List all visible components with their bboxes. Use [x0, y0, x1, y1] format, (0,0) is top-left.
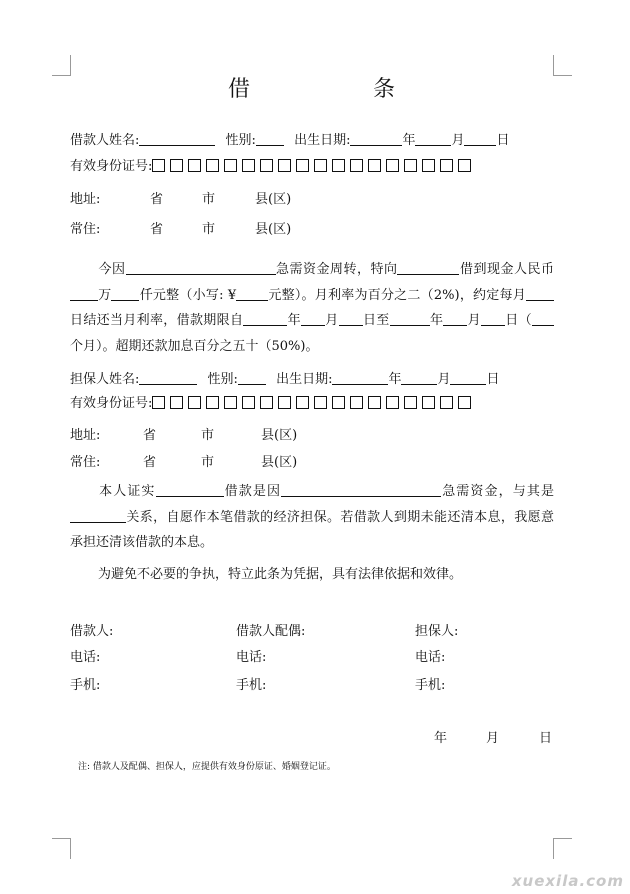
id-digit-box[interactable] [368, 396, 381, 409]
id-digit-box[interactable] [404, 159, 417, 172]
date-year: 年 [434, 731, 448, 746]
loan-text-rate: 元整）。月利率为百分之二（2%)，约定每月 [268, 287, 526, 303]
guarantor-birth-month: 月 [437, 372, 451, 387]
loan-text-cash: 借到现金人民币 [459, 262, 554, 277]
guarantor-address-row [70, 428, 298, 444]
borrower-address-county: 县(区) [255, 192, 292, 207]
guarantee-text-because: 借款是因 [223, 484, 282, 499]
borrower-name-label: 借款人姓名: [70, 133, 140, 148]
borrower-id-boxes[interactable] [152, 159, 476, 175]
id-digit-box[interactable] [152, 396, 165, 409]
borrower-residence-label: 常住: [70, 222, 101, 237]
guarantor-birth-day: 日 [486, 372, 500, 387]
id-digit-box[interactable] [260, 159, 273, 172]
date-day: 日 [539, 731, 553, 746]
borrower-residence-city: 市 [202, 222, 216, 237]
guarantor-address-city: 市 [201, 428, 215, 443]
borrower-birth-label: 出生日期: [294, 133, 351, 148]
loan-qian-blank[interactable] [111, 287, 139, 301]
id-digit-box[interactable] [368, 159, 381, 172]
guarantee-text-commitment: 关系，自愿作本笔借款的经济担保。若借款人到期未能还清本息，我愿意承担还清该借款的本息。 [70, 509, 554, 550]
guarantor-residence-county: 县(区) [261, 455, 298, 470]
id-digit-box[interactable] [188, 396, 201, 409]
date-month: 月 [486, 731, 500, 746]
sig-guarantor-label: 担保人: [415, 624, 459, 639]
loan-text-penalty: 个月）。超期还款加息百分之五十（50%)。 [70, 338, 319, 354]
id-digit-box[interactable] [206, 159, 219, 172]
borrower-address-city: 市 [202, 192, 216, 207]
sig-spouse-label: 借款人配偶: [236, 624, 306, 639]
guarantor-gender-blank[interactable] [238, 371, 266, 385]
borrower-mobile-label: 手机: [70, 678, 101, 693]
loan-end-day-blank[interactable] [481, 312, 505, 326]
crop-mark-top-right [553, 55, 572, 76]
borrower-address-row [70, 192, 292, 208]
loan-text-end-year: 年 [429, 313, 444, 328]
guarantor-mobile-label: 手机: [415, 678, 446, 693]
loan-text-end-day: 日（ [504, 313, 532, 328]
guarantor-id-boxes[interactable] [152, 396, 476, 412]
crop-mark-bottom-left [52, 838, 71, 859]
loan-text-term: 日结还当月利率，借款期限自 [70, 313, 244, 328]
guarantor-birth-day-blank[interactable] [450, 371, 486, 385]
crop-mark-bottom-right [553, 838, 572, 859]
id-digit-box[interactable] [206, 396, 219, 409]
spouse-mobile-label: 手机: [236, 678, 267, 693]
guarantee-text-confirm: 本人证实 [98, 484, 156, 499]
guarantee-paragraph [70, 479, 554, 556]
loan-months-blank[interactable] [532, 312, 554, 326]
guarantor-name-row [70, 371, 500, 388]
guarantor-name-label: 担保人姓名: [70, 372, 140, 387]
id-digit-box[interactable] [404, 396, 417, 409]
borrower-birth-month: 月 [451, 133, 465, 148]
loan-text-qian: 仟元整（小写: ¥ [139, 287, 237, 303]
id-digit-box[interactable] [332, 159, 345, 172]
id-digit-box[interactable] [260, 396, 273, 409]
guarantor-address-province: 省 [143, 428, 157, 443]
borrower-birth-day: 日 [496, 133, 510, 148]
borrower-name-blank[interactable] [139, 132, 215, 146]
id-digit-box[interactable] [152, 159, 165, 172]
id-digit-box[interactable] [332, 396, 345, 409]
id-digit-box[interactable] [314, 396, 327, 409]
id-digit-box[interactable] [458, 159, 471, 172]
guarantor-address-label: 地址: [70, 428, 101, 443]
id-digit-box[interactable] [170, 159, 183, 172]
loan-start-year-blank[interactable] [243, 312, 287, 326]
id-digit-box[interactable] [422, 396, 435, 409]
borrower-phone-label: 电话: [70, 650, 101, 665]
guarantor-gender-label: 性别: [207, 372, 238, 387]
id-digit-box[interactable] [386, 159, 399, 172]
loan-text-start-month: 月 [324, 313, 339, 328]
guarantor-name-blank[interactable] [139, 371, 197, 385]
id-digit-box[interactable] [188, 159, 201, 172]
loan-start-month-blank[interactable] [301, 312, 325, 326]
id-digit-box[interactable] [224, 396, 237, 409]
title-char-2: 条 [373, 77, 397, 102]
guarantor-id-label: 有效身份证号: [70, 396, 153, 411]
id-digit-box[interactable] [242, 159, 255, 172]
borrower-residence-county: 县(区) [255, 222, 292, 237]
loan-payday-blank[interactable] [526, 287, 554, 301]
sig-borrower-label: 借款人: [70, 624, 114, 639]
guarantor-address-county: 县(区) [261, 428, 298, 443]
loan-end-month-blank[interactable] [443, 312, 467, 326]
borrower-birth-day-blank[interactable] [464, 132, 496, 146]
id-digit-box[interactable] [278, 396, 291, 409]
loan-wan-blank[interactable] [70, 287, 98, 301]
loan-text-start-day: 日至 [362, 313, 390, 328]
loan-text-reason: 今因 [98, 262, 126, 277]
loan-reason-blank[interactable] [126, 261, 276, 275]
closing-paragraph [70, 562, 554, 588]
guarantor-birth-month-blank[interactable] [401, 371, 437, 385]
guarantor-id-row [70, 396, 476, 412]
loan-amount-blank[interactable] [236, 287, 268, 301]
guarantor-birth-year: 年 [388, 372, 402, 387]
id-digit-box[interactable] [440, 396, 453, 409]
loan-end-year-blank[interactable] [390, 312, 430, 326]
guarantee-borrower-blank[interactable] [156, 483, 224, 497]
borrower-id-label: 有效身份证号: [70, 159, 153, 174]
guarantor-birth-label: 出生日期: [276, 372, 333, 387]
borrower-residence-row [70, 222, 292, 238]
guarantor-birth-year-blank[interactable] [332, 371, 388, 385]
borrower-gender-label: 性别: [225, 133, 256, 148]
loan-text-start-year: 年 [287, 313, 301, 328]
footnote: 注: 借款人及配偶、担保人，应提供有效身份原证、婚姻登记证。 [78, 762, 336, 772]
guarantor-phone-label: 电话: [415, 650, 446, 665]
id-digit-box[interactable] [350, 159, 363, 172]
id-digit-box[interactable] [458, 396, 471, 409]
borrower-residence-province: 省 [150, 222, 164, 237]
id-digit-box[interactable] [278, 159, 291, 172]
id-digit-box[interactable] [440, 159, 453, 172]
guarantor-residence-city: 市 [201, 455, 215, 470]
id-digit-box[interactable] [386, 396, 399, 409]
loan-terms-paragraph [70, 257, 554, 359]
guarantor-residence-row [70, 455, 298, 471]
borrower-id-row [70, 159, 476, 175]
guarantor-residence-label: 常住: [70, 455, 101, 470]
title-char-1: 借 [228, 77, 252, 102]
guarantee-relation-blank[interactable] [70, 509, 126, 523]
loan-text-lender: 急需资金周转，特向 [275, 262, 398, 277]
loan-text-wan: 万 [98, 287, 112, 303]
id-digit-box[interactable] [170, 396, 183, 409]
borrower-birth-year: 年 [402, 133, 416, 148]
borrower-birth-year-blank[interactable] [350, 132, 402, 146]
loan-lender-blank[interactable] [397, 261, 459, 275]
borrower-address-province: 省 [150, 192, 164, 207]
spouse-phone-label: 电话: [236, 650, 267, 665]
loan-text-end-month: 月 [467, 313, 481, 328]
crop-mark-top-left [52, 55, 71, 76]
loan-start-day-blank[interactable] [339, 312, 363, 326]
id-digit-box[interactable] [224, 159, 237, 172]
id-digit-box[interactable] [296, 396, 309, 409]
guarantee-reason-blank[interactable] [281, 483, 441, 497]
borrower-birth-month-blank[interactable] [415, 132, 451, 146]
borrower-gender-blank[interactable] [256, 132, 284, 146]
id-digit-box[interactable] [422, 159, 435, 172]
closing-text: 为避免不必要的争执，特立此条为凭据，具有法律依据和效律。 [98, 567, 463, 582]
borrower-name-row [70, 132, 510, 149]
guarantee-text-relation: 急需资金，与其是 [441, 484, 554, 499]
guarantor-residence-province: 省 [143, 455, 157, 470]
id-digit-box[interactable] [296, 159, 309, 172]
id-digit-box[interactable] [350, 396, 363, 409]
id-digit-box[interactable] [242, 396, 255, 409]
id-digit-box[interactable] [314, 159, 327, 172]
watermark-logo: xuexila.com [511, 872, 624, 890]
borrower-address-label: 地址: [70, 192, 101, 207]
